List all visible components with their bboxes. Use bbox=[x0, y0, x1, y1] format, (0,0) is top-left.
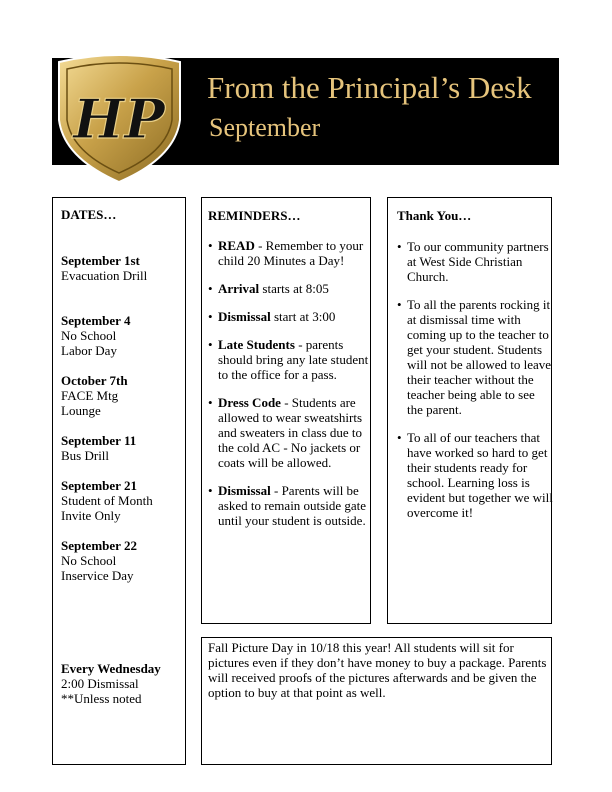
list-item: • Late Students - parents should bring any late student to the office for a pass. bbox=[208, 337, 369, 382]
event-item bbox=[61, 478, 183, 523]
event-item bbox=[61, 253, 183, 283]
event-detail: Student of Month bbox=[61, 493, 153, 508]
list-item: • READ - Remember to your child 20 Minutes a Day! bbox=[208, 238, 364, 268]
event-item bbox=[61, 373, 183, 418]
crest-monogram: HP bbox=[73, 87, 165, 151]
event-detail: Evacuation Drill bbox=[61, 268, 148, 283]
event-item bbox=[61, 538, 183, 583]
event-date: September 11 bbox=[61, 433, 137, 448]
list-item: • To all of our teachers that have worked so hard to get their students ready for school. Learning loss is evident but together we will overcome it! bbox=[397, 430, 553, 520]
list-item: • Arrival starts at 8:05 bbox=[208, 281, 329, 296]
thank-you-text: To all the parents rocking it at dismissal time with coming up to the teacher to get your student. Students will not be allowed to leave their teacher without the teacher being able to see the parent. bbox=[407, 297, 552, 417]
reminder-label: Dismissal bbox=[218, 483, 271, 498]
reminder-text: start at 3:00 bbox=[270, 309, 336, 324]
dates-heading: DATES… bbox=[61, 207, 117, 222]
event-detail: Inservice Day bbox=[61, 568, 134, 583]
list-item: • Dismissal start at 3:00 bbox=[208, 309, 336, 324]
reminder-label: READ bbox=[218, 238, 255, 253]
reminder-label: Dress Code bbox=[218, 395, 281, 410]
event-detail: Bus Drill bbox=[61, 448, 110, 463]
list-item: • To all the parents rocking it at dismissal time with coming up to the teacher to get your student. Students will not be allowed to leave their teacher without the teacher being able to see the parent. bbox=[397, 297, 552, 417]
event-date: September 21 bbox=[61, 478, 137, 493]
event-detail: Lounge bbox=[61, 403, 101, 418]
picture-day-panel bbox=[201, 637, 552, 765]
dates-panel bbox=[52, 197, 186, 765]
thank-you-text: To our community partners at West Side Christian Church. bbox=[407, 239, 549, 284]
page-subtitle-month: September bbox=[209, 113, 321, 142]
event-date: September 1st bbox=[61, 253, 140, 268]
thank-you-list bbox=[397, 239, 553, 533]
reminder-text: - parents should bring any late student to the office for a pass. bbox=[218, 337, 369, 382]
event-detail: Labor Day bbox=[61, 343, 117, 358]
thank-you-text: To all of our teachers that have worked so hard to get their students ready for school. Learning loss is evident but together we will overcome it! bbox=[407, 430, 553, 520]
reminder-label: Arrival bbox=[218, 281, 260, 296]
event-item bbox=[61, 313, 183, 358]
page-title: From the Principal’s Desk bbox=[207, 70, 532, 105]
event-item bbox=[61, 661, 183, 706]
reminders-list bbox=[208, 238, 370, 541]
event-detail: No School bbox=[61, 328, 117, 343]
list-item: • Dress Code - Students are allowed to wear sweatshirts and sweaters in class due to the cold AC - No jackets or coats will be allowed. bbox=[208, 395, 363, 470]
list-item: • To our community partners at West Side Christian Church. bbox=[397, 239, 549, 284]
reminders-panel bbox=[201, 197, 371, 624]
reminder-text: - Remember to your child 20 Minutes a Day! bbox=[218, 238, 364, 268]
event-date: September 4 bbox=[61, 313, 131, 328]
event-detail: FACE Mtg bbox=[61, 388, 119, 403]
thank-you-heading: Thank You… bbox=[397, 208, 472, 223]
event-date: September 22 bbox=[61, 538, 137, 553]
reminder-text: - Parents will be asked to remain outside gate until your student is outside. bbox=[218, 483, 367, 528]
reminder-label: Dismissal bbox=[218, 309, 271, 324]
event-detail: Invite Only bbox=[61, 508, 121, 523]
event-detail: No School bbox=[61, 553, 117, 568]
event-item bbox=[61, 433, 183, 463]
picture-day-text: Fall Picture Day in 10/18 this year! All students will sit for pictures even if they don’t have money to buy a package. Parents will received proofs of the pictures afterwards and be given the option to buy at that point as well. bbox=[208, 640, 547, 700]
reminder-text: starts at 8:05 bbox=[259, 281, 329, 296]
event-date: October 7th bbox=[61, 373, 128, 388]
event-detail: 2:00 Dismissal bbox=[61, 676, 139, 691]
thank-you-panel bbox=[387, 197, 552, 624]
school-crest-logo bbox=[53, 50, 186, 184]
event-detail: **Unless noted bbox=[61, 691, 142, 706]
reminder-text: - Students are allowed to wear sweatshirts and sweaters in class due to the cold AC - No jackets or coats will be allowed. bbox=[218, 395, 363, 470]
list-item: • Dismissal - Parents will be asked to remain outside gate until your student is outside. bbox=[208, 483, 367, 528]
reminder-label: Late Students bbox=[218, 337, 295, 352]
reminders-heading: REMINDERS… bbox=[208, 208, 301, 223]
event-date: Every Wednesday bbox=[61, 661, 161, 676]
